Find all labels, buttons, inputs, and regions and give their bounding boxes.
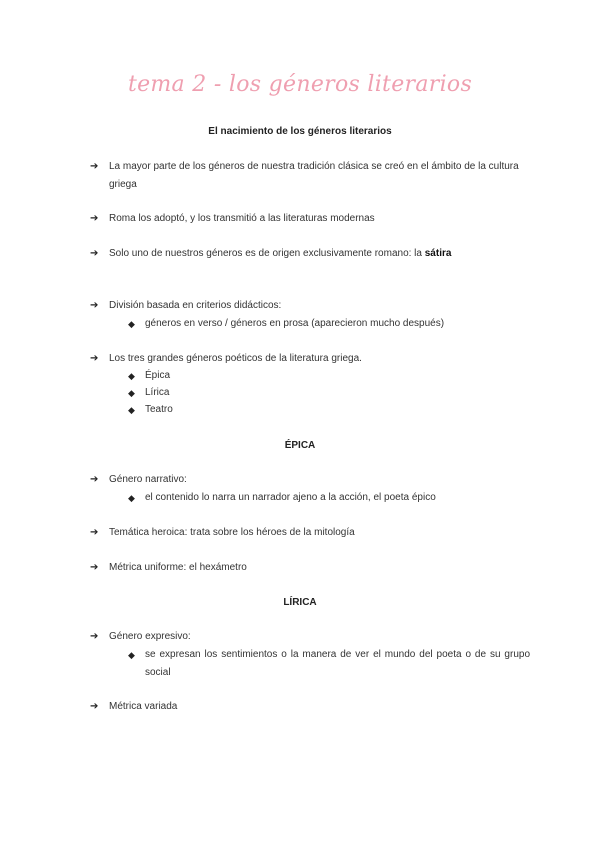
sub-list-item-text: Épica	[145, 370, 171, 381]
arrow-bullet-icon: ➔	[90, 474, 99, 485]
list-item-text: Género expresivo:	[109, 631, 191, 642]
list-item	[90, 210, 530, 228]
section-heading-intro: El nacimiento de los géneros literarios	[208, 126, 392, 137]
arrow-bullet-icon: ➔	[90, 701, 99, 712]
list-item-text: Género narrativo:	[109, 474, 187, 485]
list-item	[90, 471, 530, 489]
arrow-bullet-icon: ➔	[90, 213, 99, 224]
arrow-bullet-icon: ➔	[90, 631, 99, 642]
sub-list-item-text: el contenido lo narra un narrador ajeno a la acción, el poeta épico	[145, 492, 436, 503]
sub-list-item	[128, 315, 530, 333]
sub-list-item	[128, 646, 530, 682]
section-heading-epica: ÉPICA	[284, 440, 316, 451]
arrow-bullet-icon: ➔	[90, 562, 99, 573]
sub-list-item-text: géneros en verso / géneros en prosa (aparecieron mucho después)	[145, 318, 445, 329]
diamond-bullet-icon: ◆	[128, 371, 135, 381]
sub-list-item-text: Lírica	[145, 387, 170, 398]
arrow-bullet-icon: ➔	[90, 300, 99, 311]
arrow-bullet-icon: ➔	[90, 527, 99, 538]
list-item-text-wrap	[109, 245, 530, 263]
page-title: tema 2 - los géneros literarios	[127, 72, 473, 97]
sub-list-item-text: se expresan los sentimientos o la manera de ver el mundo del poeta o de su grupo social	[145, 649, 530, 678]
list-item-text: Métrica variada	[109, 701, 178, 712]
list-item	[90, 628, 530, 646]
list-item-text: Los tres grandes géneros poéticos de la literatura griega.	[109, 353, 362, 364]
diamond-bullet-icon: ◆	[128, 493, 135, 503]
list-item	[90, 297, 530, 315]
sub-list-item-text: Teatro	[145, 404, 173, 415]
diamond-bullet-icon: ◆	[128, 388, 135, 398]
arrow-bullet-icon: ➔	[90, 353, 99, 364]
list-item	[90, 698, 530, 716]
diamond-bullet-icon: ◆	[128, 650, 135, 660]
list-item-text: Solo uno de nuestros géneros es de origen exclusivamente romano: la	[109, 248, 422, 259]
sub-list-item	[128, 367, 530, 385]
list-item	[90, 245, 530, 263]
highlight-word: sátira	[424, 248, 452, 259]
list-item-text: División basada en criterios didácticos:	[109, 300, 282, 311]
diamond-bullet-icon: ◆	[128, 319, 135, 329]
list-item-text: Métrica uniforme: el hexámetro	[109, 562, 247, 573]
sub-list-item	[128, 384, 530, 402]
section-heading-lirica: LÍRICA	[283, 597, 317, 608]
arrow-bullet-icon: ➔	[90, 248, 99, 259]
list-item	[90, 350, 530, 368]
list-item-text: La mayor parte de los géneros de nuestra tradición clásica se creó en el ámbito de la cultura griega	[109, 161, 519, 190]
list-item	[90, 559, 530, 577]
list-item	[90, 158, 530, 194]
sub-list-item	[128, 401, 530, 419]
sub-list-item	[128, 489, 530, 507]
list-item	[90, 524, 530, 542]
list-item-text: Roma los adoptó, y los transmitió a las literaturas modernas	[109, 213, 375, 224]
arrow-bullet-icon: ➔	[90, 161, 99, 172]
diamond-bullet-icon: ◆	[128, 405, 135, 415]
list-item-text: Temática heroica: trata sobre los héroes de la mitología	[109, 527, 355, 538]
